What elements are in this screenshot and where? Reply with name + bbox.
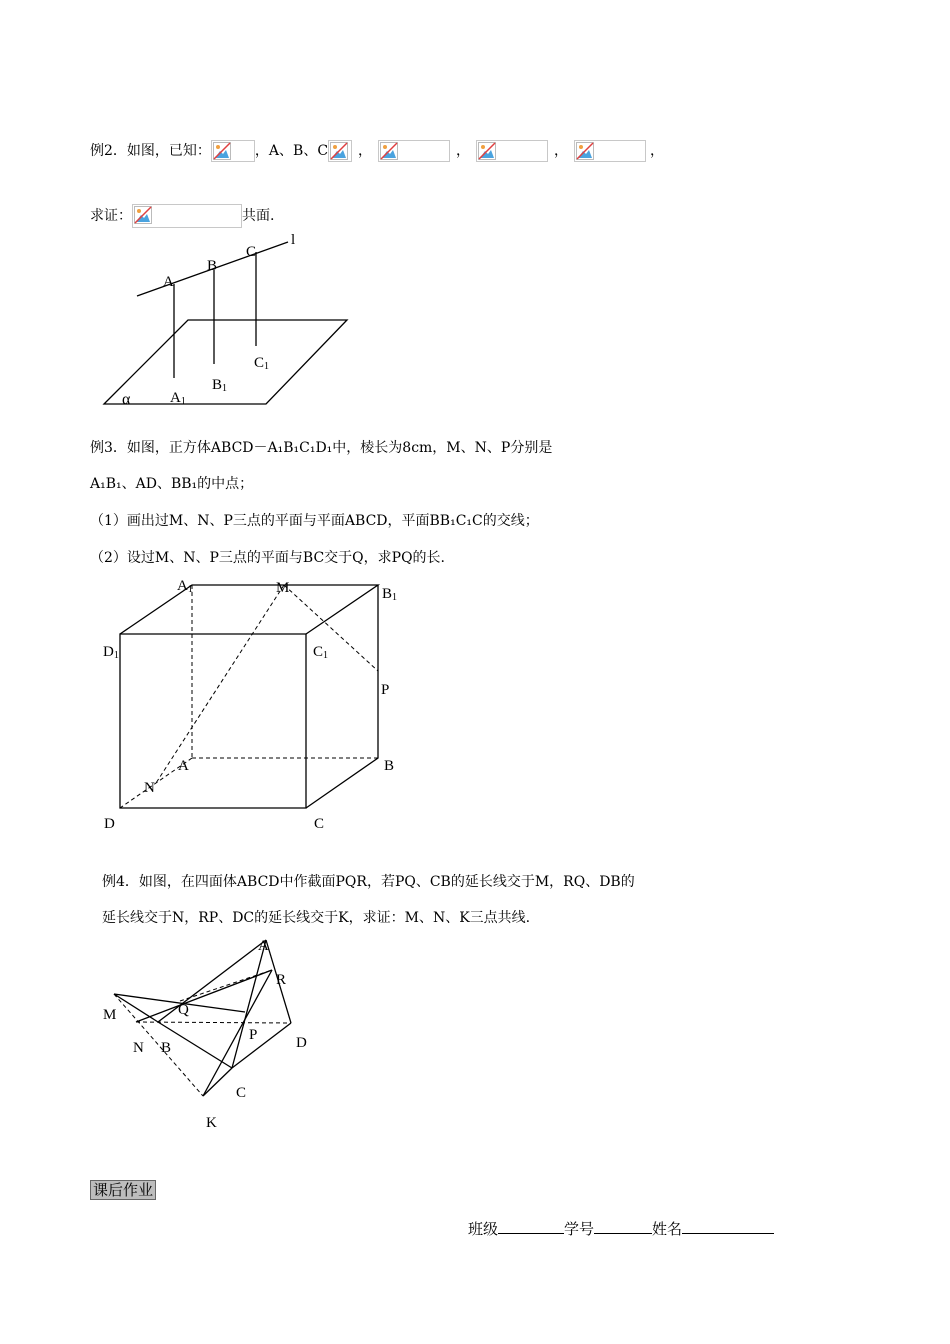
cube-top-back-edges — [120, 585, 378, 634]
homework-title: 课后作业 — [90, 1180, 156, 1200]
label-P: P — [381, 682, 390, 698]
label-R: R — [276, 972, 287, 988]
number-label: 学号 — [564, 1220, 595, 1238]
ex2-prefix: 例2．如图，已知： — [90, 143, 211, 159]
ex2-prove-label: 求证： — [90, 208, 132, 224]
cube-right-back-edges — [306, 585, 378, 808]
label-C: C — [314, 816, 325, 832]
name-blank[interactable] — [682, 1219, 774, 1234]
ex4-line2: 延长线交于N，RP、DC的延长线交于K，求证：M、N、K三点共线. — [102, 910, 531, 926]
section-line-MP — [284, 585, 378, 671]
label-A1: A1 — [177, 578, 193, 595]
number-blank[interactable] — [594, 1219, 652, 1234]
line-MB — [114, 994, 158, 1022]
figure-line-plane — [0, 0, 950, 420]
section-line-MN — [156, 585, 284, 783]
label-B1: B1 — [212, 377, 228, 394]
ex2-trail: ， — [650, 143, 665, 159]
label-Q: Q — [178, 1002, 189, 1018]
label-B1: B1 — [382, 586, 398, 603]
label-A: A — [258, 938, 269, 954]
label-C1: C1 — [254, 355, 270, 372]
ex2-comma: ， — [456, 143, 471, 159]
class-label: 班级 — [468, 1220, 499, 1238]
figure-cube — [0, 570, 950, 840]
ex2-prove-suffix: 共面. — [242, 208, 275, 224]
label-A: A — [178, 758, 189, 774]
label-A: A — [163, 274, 174, 290]
hidden-line-NK — [114, 994, 203, 1096]
label-P: P — [249, 1027, 258, 1043]
ex2-points: ，A、B、C — [254, 143, 329, 159]
class-blank[interactable] — [498, 1219, 564, 1234]
label-M: M — [103, 1007, 117, 1023]
label-N: N — [133, 1040, 144, 1056]
label-C: C — [236, 1085, 247, 1101]
label-M: M — [276, 580, 290, 596]
label-alpha: α — [122, 391, 131, 408]
figure-tetrahedron — [0, 930, 950, 1140]
student-info-line — [468, 1218, 774, 1239]
label-l: l — [291, 232, 296, 248]
label-C: C — [246, 244, 257, 260]
label-D: D — [296, 1035, 307, 1051]
ex2-comma: ， — [554, 143, 569, 159]
label-B: B — [207, 258, 218, 274]
edge-AC — [232, 940, 266, 1068]
label-K: K — [206, 1115, 217, 1131]
name-label: 姓名 — [652, 1220, 683, 1238]
ex2-comma: ， — [358, 143, 373, 159]
ex3-line1: 例3．如图，正方体ABCD－A₁B₁C₁D₁中，棱长为8cm，M、N、P分别是 — [90, 440, 553, 456]
label-D1: D1 — [103, 644, 119, 661]
label-B: B — [384, 758, 395, 774]
label-B: B — [161, 1040, 172, 1056]
label-A1: A1 — [170, 390, 186, 407]
label-C1: C1 — [313, 644, 329, 661]
ex3-line2: A₁B₁、AD、BB₁的中点； — [90, 476, 254, 492]
edge-CD — [232, 1023, 291, 1068]
label-D: D — [104, 816, 115, 832]
ex4-line1: 例4．如图，在四面体ABCD中作截面PQR，若PQ、CB的延长线交于M，RQ、DB的 — [102, 874, 635, 890]
line-KR — [203, 970, 272, 1096]
ex3-line4: （2）设过M、N、P三点的平面与BC交于Q，求PQ的长. — [90, 550, 445, 566]
ex3-line3: （1）画出过M、N、P三点的平面与平面ABCD，平面BB₁C₁C的交线； — [90, 513, 539, 529]
label-N: N — [144, 780, 155, 796]
line-CK — [203, 1068, 232, 1096]
